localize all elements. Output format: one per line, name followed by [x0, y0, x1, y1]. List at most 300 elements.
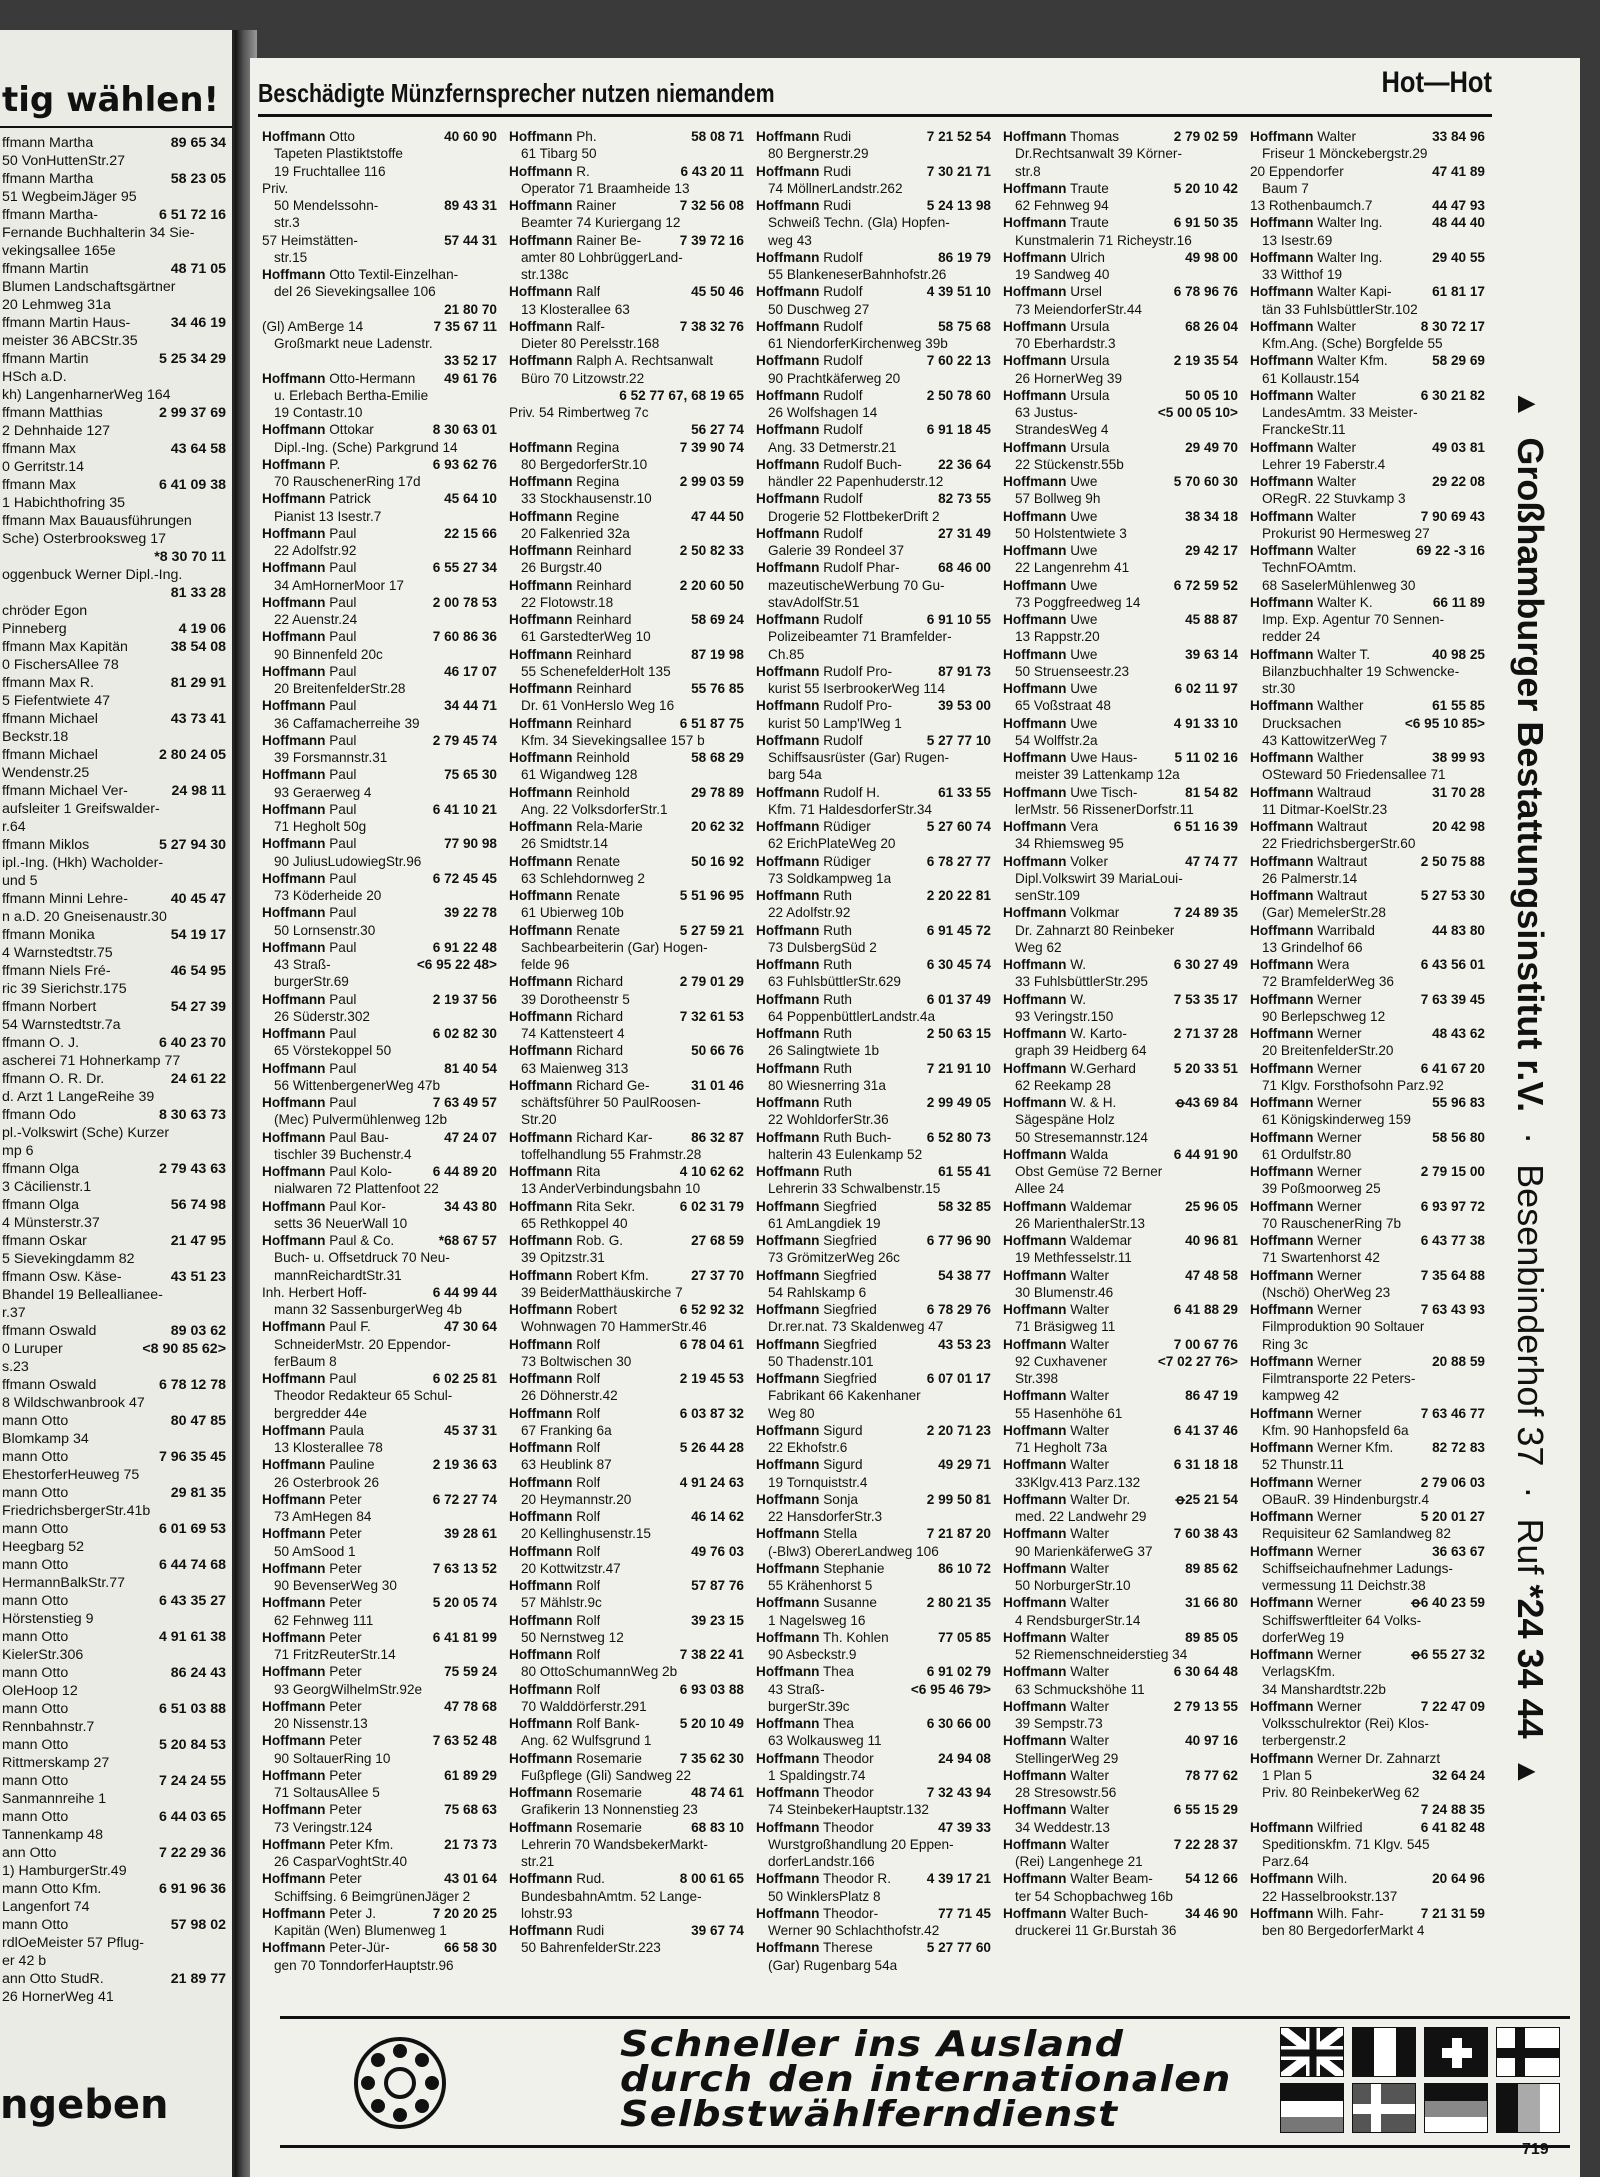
entry-text: 39 Forsmannstr.31 — [274, 750, 388, 765]
entry-phone: 36 63 67 — [1432, 1543, 1485, 1559]
directory-entry — [262, 232, 497, 267]
entry-text: Polizeibeamter 71 Bramfelder- — [768, 629, 952, 645]
entry-phone: 7 63 13 52 — [432, 1560, 497, 1576]
surname: Hoffmann — [509, 1785, 573, 1800]
entry-text: Hoffmann Ursula — [1003, 353, 1110, 369]
directory-entry — [756, 1629, 991, 1664]
entry-phone: 6 51 87 75 — [679, 715, 744, 731]
entry-text: 22 Adolfstr.92 — [274, 543, 357, 558]
entry-text: Hoffmann W. Karto- — [1003, 1026, 1127, 1041]
left-entry-text: ffmann Martin Haus- — [2, 315, 131, 331]
left-entry-phone — [226, 386, 232, 404]
surname: Hoffmann — [1250, 1164, 1314, 1179]
entry-detail-line — [1250, 973, 1485, 990]
left-entry-text: ffmann Oskar — [2, 1233, 87, 1249]
left-entry-row — [2, 1322, 232, 1340]
entry-phone: 5 20 05 74 — [432, 1595, 497, 1611]
entry-text: Grafikerin 13 Nonnenstieg 23 — [521, 1802, 698, 1818]
entry-text: 61 Wigandweg 128 — [521, 767, 638, 783]
entry-detail-line — [1003, 1284, 1238, 1301]
directory-entry — [262, 490, 497, 525]
entry-text: Obst Gemüse 72 Berner — [1015, 1164, 1163, 1179]
entry-text: 61 Ordulfstr.80 — [1262, 1146, 1352, 1162]
entry-name-line — [756, 853, 991, 870]
left-entry-row — [2, 1088, 232, 1106]
entry-name-line — [262, 1025, 497, 1042]
entry-text: Hoffmann Rolf — [509, 1612, 601, 1628]
entry-text: 73 Boltwischen 30 — [521, 1353, 632, 1369]
entry-phone: 46 17 07 — [444, 663, 497, 679]
entry-name-line — [509, 1267, 744, 1284]
left-entry-row — [2, 1520, 232, 1538]
surname: Hoffmann — [756, 1095, 820, 1110]
entry-text: Hoffmann Waltraut — [1250, 819, 1368, 834]
entry-phone: 29 49 70 — [1185, 439, 1238, 455]
directory-entry — [1250, 1025, 1485, 1060]
directory-entry — [509, 1922, 744, 1957]
entry-detail-line — [756, 1801, 991, 1818]
surname: Hoffmann — [1003, 180, 1067, 196]
entry-text: Ring 3c — [1262, 1336, 1309, 1352]
left-entry-phone — [226, 656, 232, 674]
entry-phone: 49 76 03 — [691, 1543, 744, 1559]
entry-name-line — [509, 973, 744, 990]
entry-detail-line — [262, 439, 497, 456]
entry-text: Hoffmann Peter — [262, 1491, 362, 1507]
entry-detail-line — [1250, 1663, 1485, 1680]
entry-detail-line — [509, 490, 744, 507]
entry-phone: 57 44 31 — [444, 232, 497, 248]
entry-text: 74 Kattensteert 4 — [521, 1026, 625, 1041]
directory-entry — [1250, 1405, 1485, 1440]
directory-entry — [1250, 1301, 1485, 1353]
entry-detail-line — [1003, 766, 1238, 783]
directory-entry — [509, 318, 744, 353]
entry-text: 34 Manshardtstr.22b — [1262, 1681, 1386, 1697]
entry-text: 26 Döhnerstr.42 — [521, 1388, 618, 1404]
left-entry-row — [2, 1034, 232, 1052]
entry-text: 63 Justus- — [1015, 405, 1078, 420]
entry-text: lerMstr. 56 RissenerDorfstr.11 — [1015, 801, 1194, 817]
entry-name-line — [756, 1422, 991, 1439]
entry-phone: 2 19 36 63 — [432, 1457, 497, 1473]
entry-text: 55 Krähenhorst 5 — [768, 1578, 873, 1593]
entry-name-line — [1250, 1405, 1485, 1422]
entry-text: 50 AmSood 1 — [274, 1543, 356, 1559]
entry-phone: 39 67 74 — [691, 1923, 744, 1938]
entry-text: Hoffmann Rita Sekr. — [509, 1198, 636, 1214]
entry-text: Hoffmann Renate — [509, 888, 621, 903]
entry-phone: 38 99 93 — [1432, 750, 1485, 765]
surname: Hoffmann — [1250, 1405, 1314, 1421]
entry-name-line — [1250, 1646, 1485, 1663]
left-entry-text: Tannenkamp 48 — [2, 1827, 103, 1843]
entry-phone: 58 68 29 — [691, 750, 744, 765]
left-entry-phone — [226, 1124, 232, 1142]
entry-phone: 2 71 37 28 — [1173, 1026, 1238, 1041]
left-entry-phone: 6 43 35 27 — [158, 1593, 226, 1609]
entry-detail-line — [262, 1111, 497, 1128]
entry-text: Hoffmann Paul — [262, 1060, 357, 1076]
left-entry-row — [2, 1142, 232, 1160]
entry-text: 67 Franking 6a — [521, 1422, 612, 1438]
entry-detail-line — [262, 1267, 497, 1284]
left-entry-row — [2, 1988, 232, 2006]
surname: Hoffmann — [509, 1509, 573, 1524]
surname: Hoffmann — [1003, 1198, 1067, 1214]
entry-phone: 6 72 45 45 — [432, 870, 497, 886]
entry-phone: 31 01 46 — [691, 1077, 744, 1093]
entry-detail-line — [756, 145, 991, 162]
directory-entry — [1250, 1819, 1485, 1871]
left-entry-row — [2, 674, 232, 692]
directory-entry — [262, 1456, 497, 1491]
entry-text: nialwaren 72 Plattenfoot 22 — [274, 1181, 439, 1197]
directory-entry — [509, 163, 744, 198]
left-entry-row — [2, 1178, 232, 1196]
swiss-flag-icon — [1424, 2027, 1488, 2077]
left-entry-text: Heegbarg 52 — [2, 1539, 85, 1555]
left-entry-text: ann Otto StudR. — [2, 1971, 104, 1987]
entry-detail-line — [509, 1853, 744, 1870]
entry-detail-line — [262, 715, 497, 732]
entry-phone: 45 88 87 — [1185, 612, 1238, 627]
entry-phone: 5 20 10 49 — [679, 1716, 744, 1731]
surname: Hoffmann — [756, 1164, 820, 1179]
surname: Hoffmann — [756, 353, 820, 369]
entry-name-line — [756, 163, 991, 180]
entry-phone: 61 55 41 — [938, 1164, 991, 1179]
surname: Hoffmann — [509, 1336, 573, 1352]
entry-text: Hoffmann Rudolf — [756, 249, 863, 265]
directory-entry — [756, 1094, 991, 1129]
entry-detail-line — [1003, 1163, 1238, 1180]
entry-text: 20 BreitenfelderStr.28 — [274, 681, 406, 696]
entry-phone: 21 73 73 — [444, 1836, 497, 1852]
entry-detail-line — [262, 1353, 497, 1370]
entry-phone: 7 20 20 25 — [432, 1905, 497, 1921]
directory-entry — [262, 697, 497, 732]
entry-detail-line — [1003, 887, 1238, 904]
entry-phone: 27 37 70 — [691, 1267, 744, 1283]
surname: Hoffmann — [756, 1905, 820, 1921]
surname: Hoffmann — [509, 1750, 573, 1766]
entry-text: 61 Tibarg 50 — [521, 146, 597, 162]
entry-detail-line — [509, 1698, 744, 1715]
directory-entry — [1003, 1870, 1238, 1905]
entry-detail-line — [1003, 1577, 1238, 1594]
directory-entry — [1003, 611, 1238, 646]
left-entry-row — [2, 350, 232, 368]
entry-phone: 2 50 78 60 — [926, 387, 991, 403]
surname: Hoffmann — [1003, 1026, 1067, 1041]
entry-phone: 6 02 11 97 — [1174, 681, 1238, 696]
entry-text: 61 Kollaustr.154 — [1262, 370, 1360, 386]
entry-detail-line — [756, 801, 991, 818]
left-entry-row — [2, 1430, 232, 1448]
entry-phone: 47 30 64 — [444, 1319, 497, 1335]
entry-detail-line — [1250, 1456, 1485, 1473]
entry-text: Hoffmann Walter — [1003, 1595, 1109, 1611]
left-entry-text: ipl.-Ing. (Hkh) Wacholder- — [2, 855, 164, 871]
entry-name-line — [262, 1491, 497, 1508]
entry-text: 26 Süderstr.302 — [274, 1008, 370, 1024]
directory-entry — [1250, 922, 1485, 957]
entry-text: Hoffmann Rosemarie — [509, 1785, 642, 1800]
left-entry-phone — [226, 332, 232, 350]
entry-detail-line — [756, 1836, 991, 1853]
entry-detail-line — [262, 1750, 497, 1767]
entry-text: Hoffmann Paul — [262, 1095, 357, 1110]
left-entry-row — [2, 386, 232, 404]
entry-name-line — [756, 611, 991, 628]
entry-phone: 2 79 02 59 — [1173, 129, 1238, 144]
entry-name-line — [262, 1284, 497, 1301]
entry-text: Hoffmann Walter — [1003, 1664, 1109, 1680]
entry-name-line — [1250, 542, 1485, 559]
left-entry-phone — [226, 1610, 232, 1628]
entry-detail-line — [262, 335, 497, 352]
directory-entry — [1003, 542, 1238, 577]
left-entry-text: 51 WegbeimJäger 95 — [2, 189, 137, 205]
left-entry-phone: 6 01 69 53 — [158, 1521, 226, 1537]
entry-name-line — [1250, 594, 1485, 611]
entry-text: Hoffmann Rolf — [509, 1474, 601, 1490]
entry-detail-line — [262, 1612, 497, 1629]
entry-phone: 6 78 96 76 — [1173, 284, 1238, 300]
surname: Hoffmann — [1250, 1750, 1314, 1766]
directory-entry — [1250, 197, 1485, 214]
entry-text: 50 Struenseestr.23 — [1015, 663, 1130, 679]
entry-text: Hoffmann Walter — [1003, 1767, 1109, 1783]
entry-detail-line — [1250, 1249, 1485, 1266]
entry-name-line — [1250, 1094, 1485, 1111]
vertical-tricolor-flag-icon — [1352, 2027, 1416, 2077]
left-entry-text: ffmann Martha — [2, 135, 94, 151]
directory-entry — [1250, 887, 1485, 922]
entry-text: Hoffmann Walter — [1250, 387, 1356, 403]
entry-phone: 77 90 98 — [444, 836, 497, 852]
entry-detail-line — [1250, 870, 1485, 887]
entry-text: 34 AmHornerMoor 17 — [274, 577, 404, 593]
entry-text: Hoffmann Rudolf — [756, 732, 863, 748]
entry-text: Filmtransporte 22 Peters- — [1262, 1371, 1416, 1386]
left-entry-text: mann Otto — [2, 1665, 69, 1681]
entry-text: Hoffmann Rolf — [509, 1371, 601, 1386]
entry-phone: 2 79 13 55 — [1173, 1698, 1238, 1714]
left-entry-phone: 24 61 22 — [170, 1071, 226, 1087]
entry-text: Hoffmann Uwe — [1003, 474, 1098, 489]
entry-text: Hoffmann Paul — [262, 560, 357, 576]
entry-text: Hoffmann Rud. — [509, 1871, 605, 1887]
left-entry-text: ffmann Osw. Käse- — [2, 1269, 122, 1285]
entry-detail-line — [756, 749, 991, 766]
left-entry-phone — [226, 1682, 232, 1700]
entry-text: 61 Königskinderweg 159 — [1262, 1112, 1411, 1128]
surname: Hoffmann — [509, 198, 573, 213]
entry-detail-line — [509, 1249, 744, 1266]
left-page-header: tig wählen! — [2, 80, 220, 120]
entry-detail-line — [1003, 266, 1238, 283]
entry-phone: 6 72 59 52 — [1173, 577, 1238, 593]
left-entry-text: mann Otto — [2, 1593, 69, 1609]
entry-detail-line — [262, 1146, 497, 1163]
entry-text: Hoffmann Stephanie — [756, 1560, 885, 1576]
entry-name-line — [756, 1370, 991, 1387]
surname: Hoffmann — [1003, 439, 1067, 455]
entry-text: Operator 71 Braamheide 13 — [521, 180, 690, 196]
entry-text: Hoffmann Rudolf — [756, 422, 863, 438]
entry-text: Hoffmann Rudi — [756, 163, 852, 179]
surname: Hoffmann — [756, 422, 820, 438]
surname: Hoffmann — [1003, 1871, 1067, 1887]
entry-detail-line — [1250, 1767, 1485, 1784]
left-entry-text: ffmann Odo — [2, 1107, 76, 1123]
entry-detail-line — [509, 370, 744, 387]
left-entry-row — [2, 782, 232, 800]
entry-name-line — [509, 439, 744, 456]
surname: Hoffmann — [262, 422, 326, 438]
left-entry-text: Wendenstr.25 — [2, 765, 90, 781]
entry-phone: 2 99 50 81 — [926, 1491, 991, 1507]
entry-text: 54 Wolffstr.2a — [1015, 732, 1098, 748]
entry-name-line — [1003, 1525, 1238, 1542]
entry-name-line — [262, 1801, 497, 1818]
directory-entry — [756, 1491, 991, 1526]
entry-detail-line — [1003, 594, 1238, 611]
left-entry-text: 4 Münsterstr.37 — [2, 1215, 100, 1231]
directory-entry — [756, 1784, 991, 1819]
left-entry-row — [2, 1412, 232, 1430]
entry-detail-line — [756, 1508, 991, 1525]
directory-entry — [509, 197, 744, 232]
entry-text: Hoffmann Ottokar — [262, 422, 374, 438]
entry-text: Hoffmann Siegfried — [756, 1233, 877, 1248]
left-entry-row — [2, 854, 232, 872]
surname: Hoffmann — [1003, 1388, 1067, 1404]
entry-text: Hoffmann Walter Ing. — [1250, 215, 1383, 231]
entry-text: 71 Swartenhorst 42 — [1262, 1250, 1380, 1266]
entry-text: Hoffmann P. — [262, 456, 341, 472]
entry-text: weg 43 — [768, 232, 812, 248]
directory-entry — [509, 1336, 744, 1371]
entry-detail-line — [1250, 1008, 1485, 1025]
left-entry-text: mann Otto — [2, 1557, 69, 1573]
entry-phone: 29 42 17 — [1185, 543, 1238, 558]
entry-phone: 34 46 90 — [1185, 1905, 1238, 1921]
entry-detail-line — [262, 646, 497, 663]
directory-page — [250, 58, 1580, 2177]
entry-detail-line — [1250, 577, 1485, 594]
entry-detail-line — [262, 611, 497, 628]
entry-name-line — [509, 1577, 744, 1594]
surname: Hoffmann — [509, 1578, 573, 1593]
entry-text: Hoffmann Walter — [1003, 1388, 1109, 1404]
directory-entry — [509, 1681, 744, 1716]
side-advert-separator-2: · — [1510, 1476, 1551, 1509]
entry-detail-line — [1003, 559, 1238, 576]
entry-detail-line — [1250, 1715, 1485, 1732]
entry-name-line — [756, 1663, 991, 1680]
left-entry-row — [2, 1124, 232, 1142]
entry-text: Hoffmann Ursula — [1003, 387, 1110, 403]
entry-text: 71 FritzReuterStr.14 — [274, 1647, 396, 1662]
left-entry-text: ffmann Max — [2, 477, 76, 493]
entry-text: Hoffmann Regine — [509, 508, 620, 524]
entry-detail-line — [1003, 456, 1238, 473]
entry-name-line — [509, 1232, 744, 1249]
left-entry-phone: 80 47 85 — [170, 1413, 226, 1429]
entry-text: Hoffmann Rüdiger — [756, 853, 871, 869]
entry-detail-line — [756, 577, 991, 594]
left-entry-text: aufsleiter 1 Greifswalder- — [2, 801, 160, 817]
entry-detail-line — [756, 1008, 991, 1025]
surname: Hoffmann — [1003, 715, 1067, 731]
entry-detail-line — [1003, 835, 1238, 852]
directory-entry — [262, 628, 497, 663]
left-entry-row — [2, 224, 232, 242]
surname: Hoffmann — [262, 663, 326, 679]
entry-text: Werner 90 Schlachthofstr.42 — [768, 1923, 940, 1938]
directory-entry — [1250, 387, 1485, 439]
directory-entry — [1250, 508, 1485, 543]
left-entry-phone: 48 71 05 — [170, 261, 226, 277]
left-entry-phone — [226, 1502, 232, 1520]
entry-name-line — [509, 352, 744, 369]
left-entry-phone: 34 46 19 — [170, 315, 226, 331]
directory-entry — [1250, 473, 1485, 508]
entry-text: Speditionskfm. 71 Klgv. 545 — [1262, 1836, 1430, 1852]
surname: Hoffmann — [509, 1302, 573, 1317]
surname: Hoffmann — [262, 1940, 326, 1956]
left-entry-row — [2, 836, 232, 854]
entry-text: 1 Spaldingstr.74 — [768, 1767, 866, 1783]
entry-name-line — [1003, 1801, 1238, 1818]
entry-phone: 2 50 82 33 — [679, 543, 744, 558]
directory-entry — [509, 1715, 744, 1750]
left-entry-text: 2 Dehnhaide 127 — [2, 423, 111, 439]
entry-phone: 2 50 75 88 — [1420, 853, 1485, 869]
surname: Hoffmann — [1250, 1871, 1314, 1887]
directory-entry — [1003, 473, 1238, 508]
left-entry-phone: 2 80 24 05 — [158, 747, 226, 763]
left-entry-phone: 2 79 43 63 — [158, 1161, 226, 1177]
entry-phone: 2 99 49 05 — [926, 1095, 991, 1110]
surname: Hoffmann — [262, 1129, 326, 1145]
entry-name-line — [1003, 749, 1238, 766]
left-entry-text: EhestorferHeuweg 75 — [2, 1467, 140, 1483]
entry-text: Hoffmann Walter Kapi- — [1250, 284, 1392, 300]
surname: Hoffmann — [756, 1198, 820, 1214]
entry-text: Hoffmann Susanne — [756, 1595, 877, 1611]
entry-text: str.21 — [521, 1854, 555, 1869]
left-entry-text: ffmann O. J. — [2, 1035, 80, 1051]
directory-entry — [756, 818, 991, 853]
surname: Hoffmann — [1250, 508, 1314, 524]
entry-detail-line — [262, 1646, 497, 1663]
entry-detail-line — [262, 1853, 497, 1870]
entry-phone: 7 63 39 45 — [1420, 991, 1485, 1007]
entry-phone: 55 76 85 — [691, 681, 744, 696]
surname: Hoffmann — [509, 1077, 573, 1093]
entry-phone: 6 30 45 74 — [926, 957, 991, 972]
entry-phone: 6 03 87 32 — [679, 1405, 744, 1421]
entry-detail-line — [1003, 1508, 1238, 1525]
surname: Hoffmann — [1003, 1422, 1067, 1438]
entry-text: Hoffmann Peter — [262, 1767, 362, 1783]
entry-name-line — [509, 1042, 744, 1059]
entry-phone: 2 80 21 35 — [926, 1595, 991, 1611]
